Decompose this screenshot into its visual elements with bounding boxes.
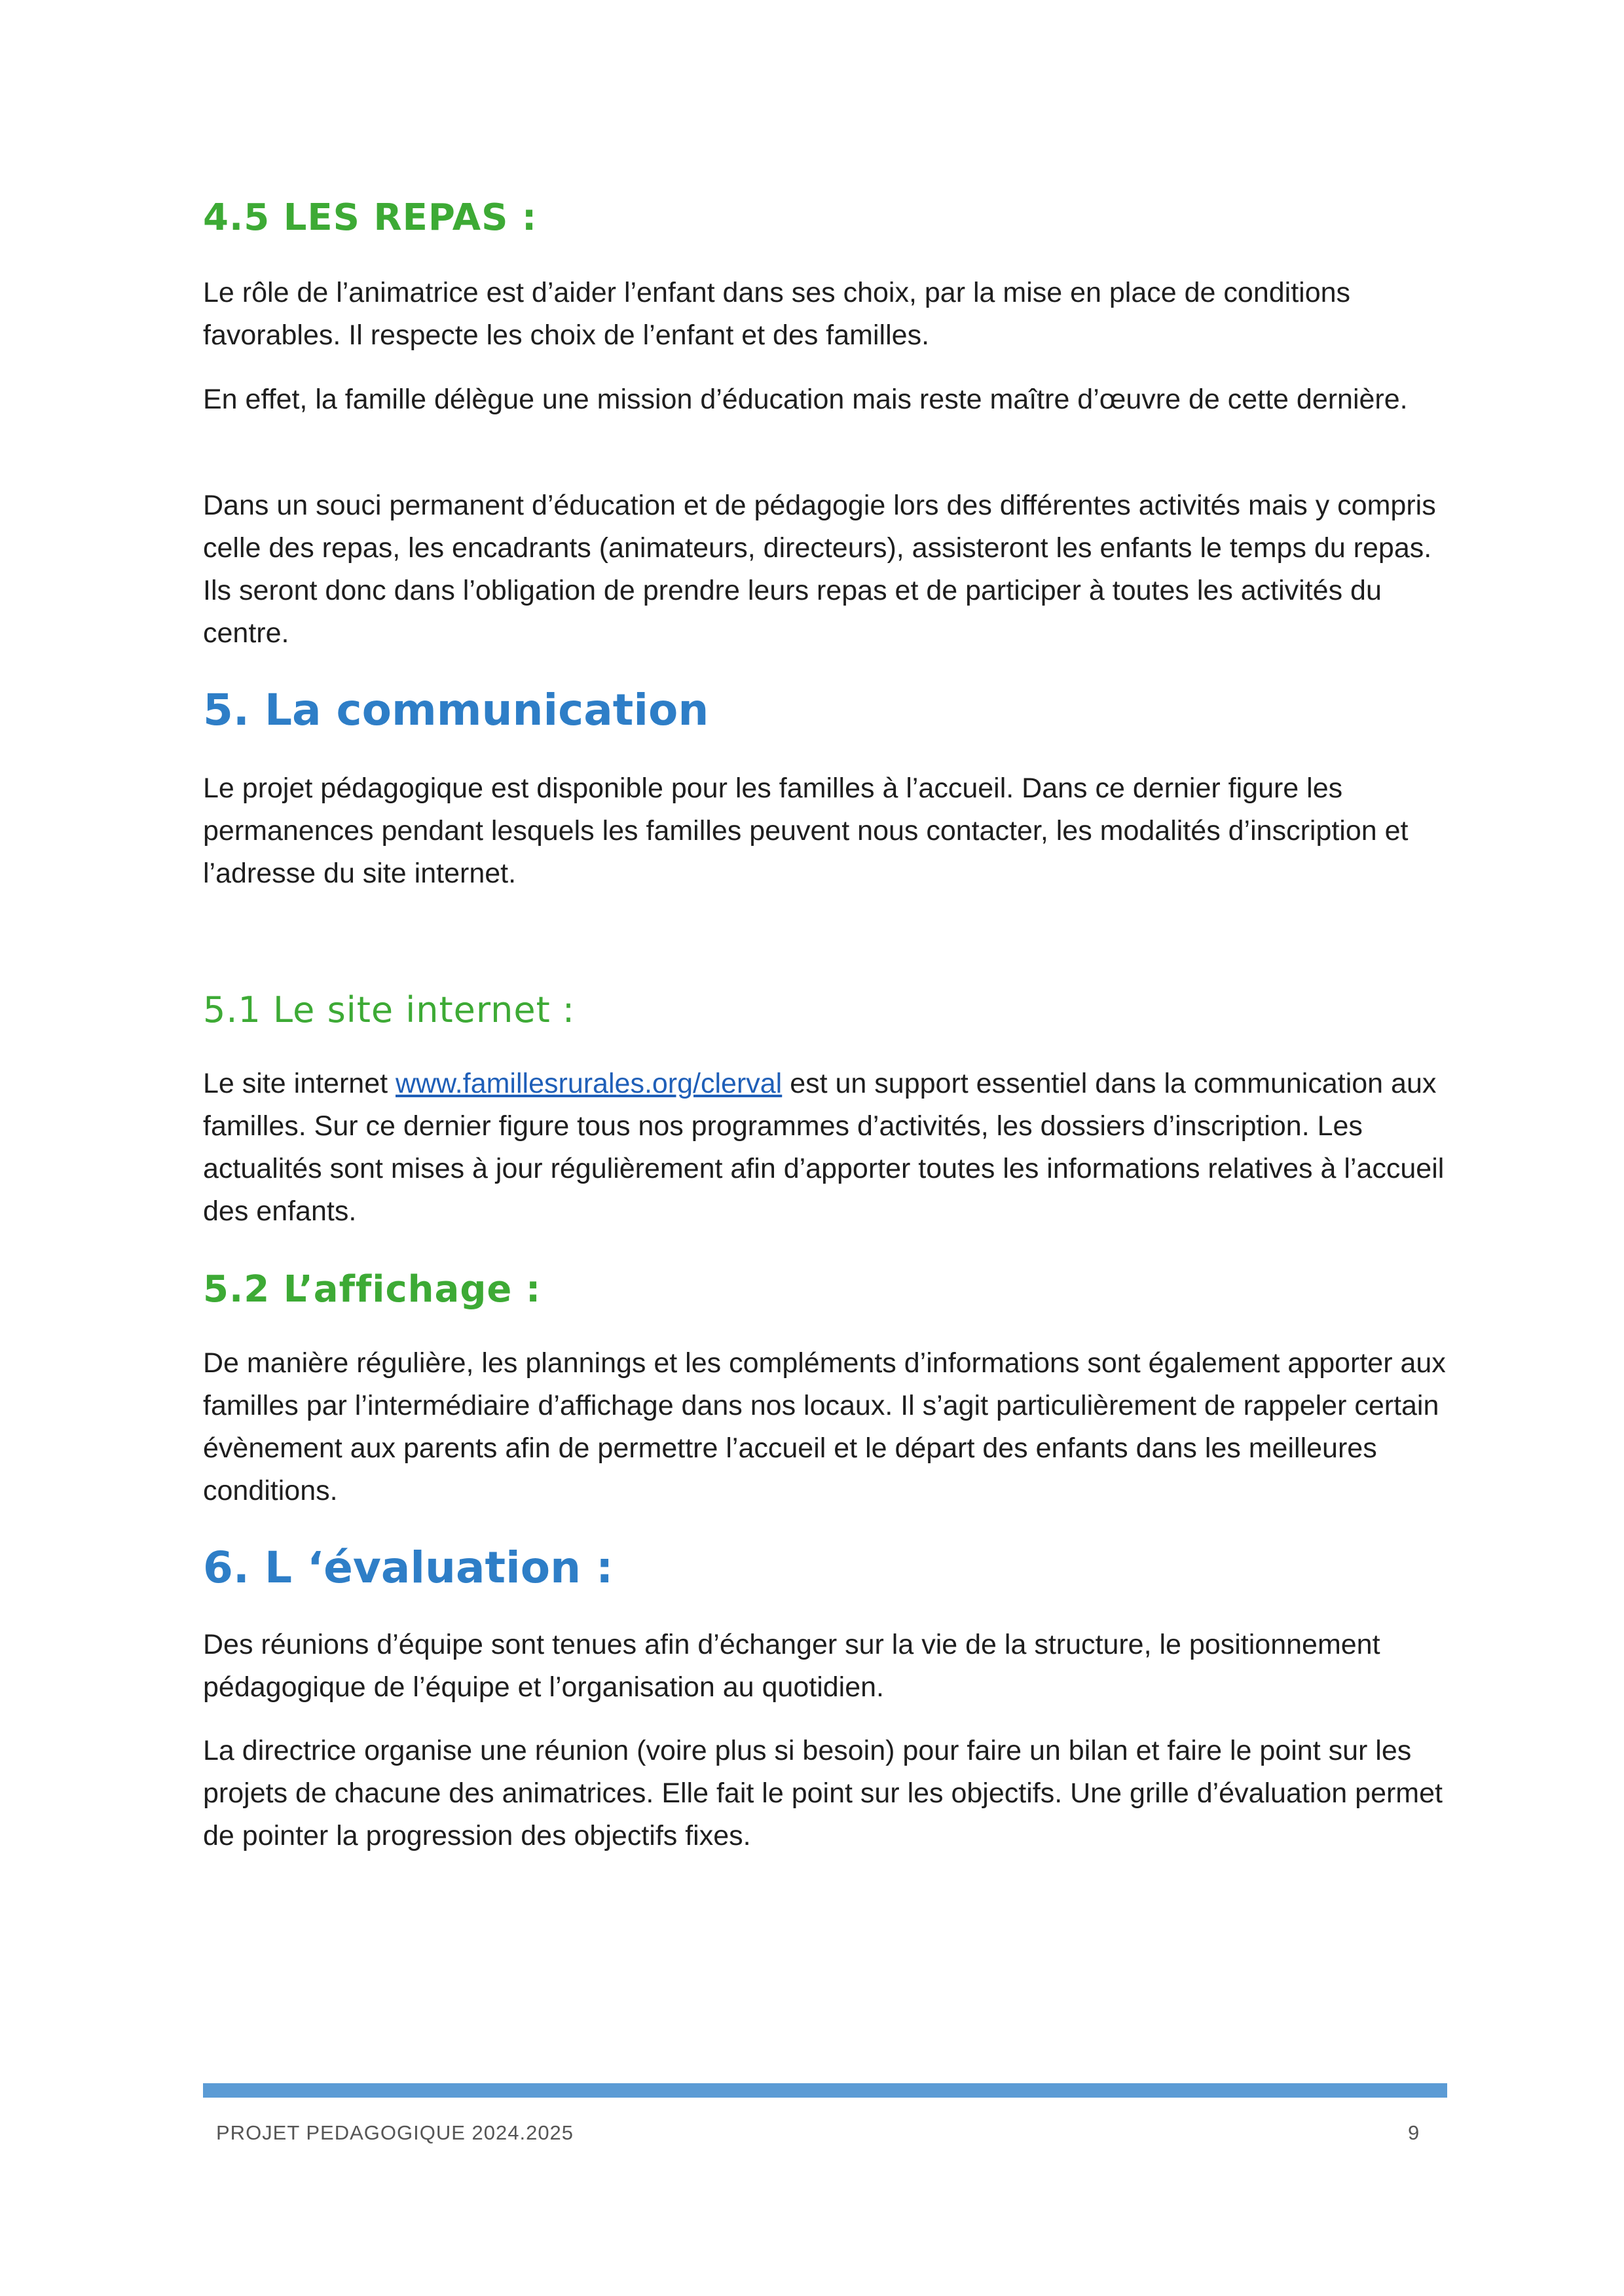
section-heading-site-internet: 5.1 Le site internet : <box>203 989 576 1030</box>
paragraph-repas-2: En effet, la famille délègue une mission d’éducation mais reste maître d’œuvre de cette dernière. <box>203 384 1408 415</box>
paragraph-affichage: De manière régulière, les plannings et les compléments d’informations sont également apporter aux familles par l’intermédiaire d’affichage dans nos locaux. Il s’agit particulièrement de rappeler certain évènement aux parents afin de permettre l’accueil et le départ des enfants dans les meilleures conditions. <box>203 1347 1446 1506</box>
footer-divider-bar <box>203 2083 1447 2098</box>
section-heading-affichage: 5.2 L’affichage : <box>203 1268 542 1311</box>
paragraph-communication: Le projet pédagogique est disponible pour les familles à l’accueil. Dans ce dernier figure les permanences pendant lesquels les familles peuvent nous contacter, les modalités d’inscription et l’adresse du site internet. <box>203 773 1409 889</box>
site-text-before: Le site internet <box>203 1068 396 1099</box>
section-heading-evaluation: 6. L ‘évaluation : <box>203 1542 614 1593</box>
paragraph-repas-1: Le rôle de l’animatrice est d’aider l’enfant dans ses choix, par la mise en place de conditions favorables. Il respecte les choix de l’enfant et des familles. <box>203 277 1351 351</box>
page-number: 9 <box>1408 2121 1420 2144</box>
paragraph-evaluation-1: Des réunions d’équipe sont tenues afin d’échanger sur la vie de la structure, le positionnement pédagogique de l’équipe et l’organisation au quotidien. <box>203 1629 1380 1703</box>
site-internet-link[interactable]: www.famillesrurales.org/clerval <box>396 1068 783 1099</box>
footer-title: PROJET PEDAGOGIQUE 2024.2025 <box>216 2121 574 2144</box>
paragraph-site-internet <box>203 1063 1447 1233</box>
paragraph-evaluation-2: La directrice organise une réunion (voire plus si besoin) pour faire un bilan et faire le point sur les projets de chacune des animatrices. Elle fait le point sur les objectifs. Une grille d’évaluation permet de pointer la progression des objectifs fixes. <box>203 1735 1443 1851</box>
site-text-after: est un support essentiel dans la communication aux familles. Sur ce dernier figure tous nos programmes d’activités, les dossiers d’inscription. Les actualités sont mises à jour régulièrement afin d’apporter toutes les informations relatives à l’accueil des enfants. <box>203 1068 1445 1227</box>
paragraph-repas-3: Dans un souci permanent d’éducation et de pédagogie lors des différentes activités mais y compris celle des repas, les encadrants (animateurs, directeurs), assisteront les enfants le temps du repas. Ils seront donc dans l’obligation de prendre leurs repas et de participer à toutes les activités du centre. <box>203 490 1436 649</box>
section-heading-communication: 5. La communication <box>203 685 709 735</box>
section-heading-repas: 4.5 LES REPAS : <box>203 196 538 239</box>
